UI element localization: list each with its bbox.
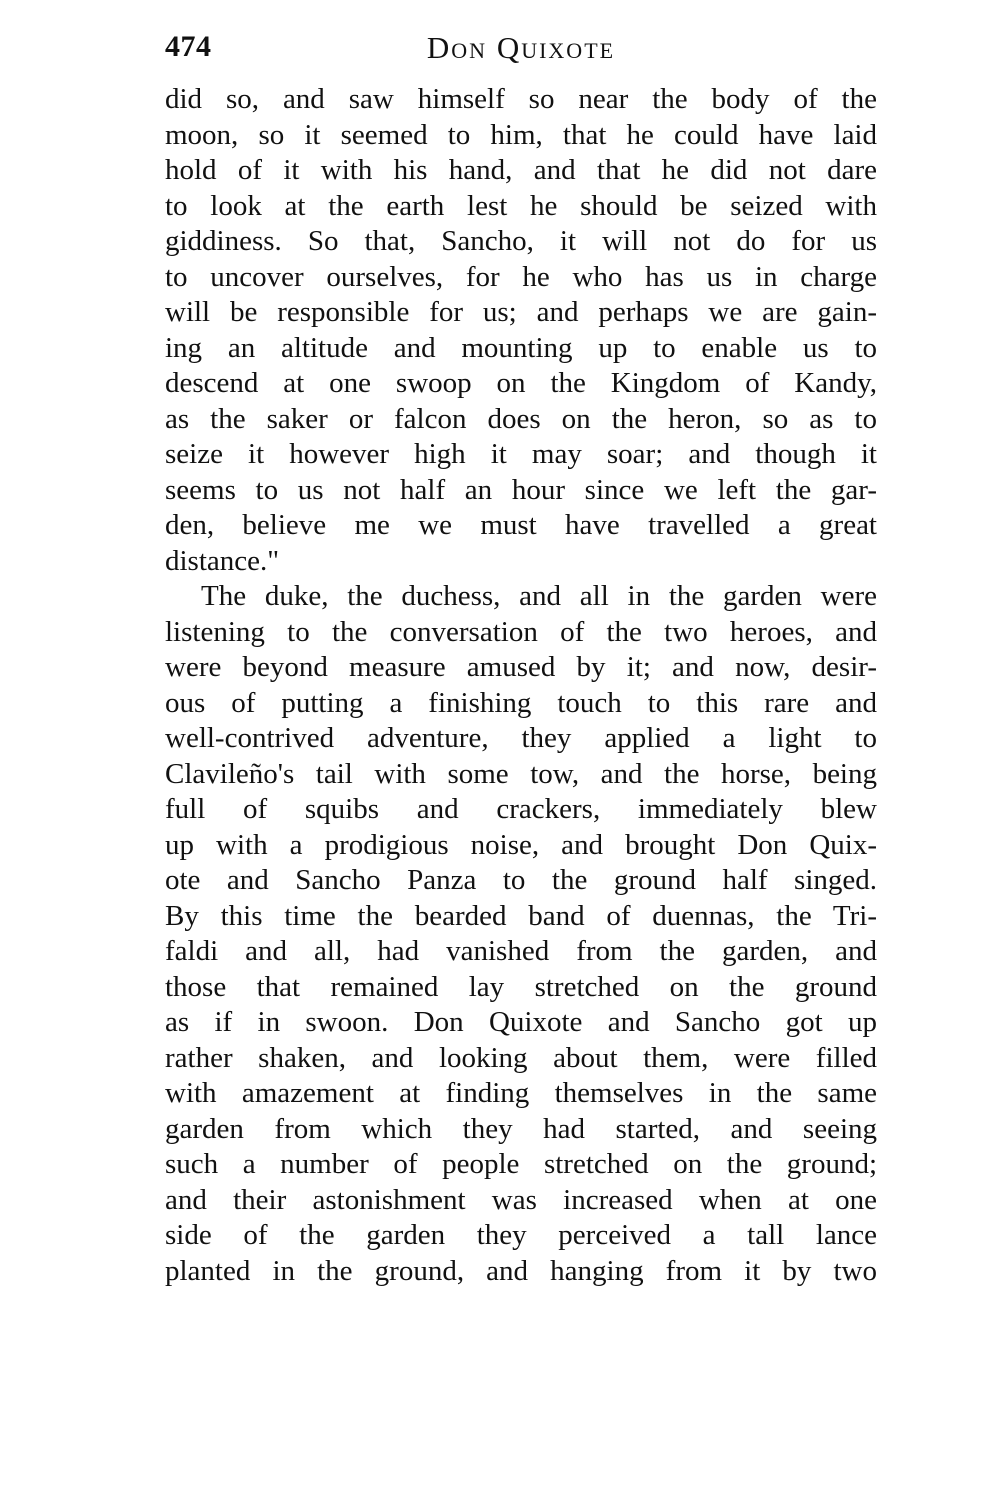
text-line: Clavileño's tail with some tow, and the horse, being (165, 757, 877, 790)
text-line: planted in the ground, and hanging from it by two (165, 1254, 877, 1287)
text-line: to uncover ourselves, for he who has us in charge (165, 260, 877, 293)
page-header (165, 30, 877, 74)
text-line: By this time the bearded band of duennas, the Tri- (165, 899, 877, 932)
text-line: ing an altitude and mounting up to enable us to (165, 331, 877, 364)
text-line: and their astonishment was increased when at one (165, 1183, 877, 1216)
text-line: The duke, the duchess, and all in the garden were (201, 580, 877, 612)
paragraph-2 (165, 579, 877, 1289)
text-line: those that remained lay stretched on the ground (165, 970, 877, 1003)
text-line: will be responsible for us; and perhaps we are gain- (165, 296, 877, 328)
text-line: full of squibs and crackers, immediately blew (165, 793, 877, 825)
body-text (165, 82, 877, 1289)
text-line: faldi and all, had vanished from the garden, and (165, 935, 877, 967)
text-line: moon, so it seemed to him, that he could have laid (165, 118, 877, 151)
text-line: listening to the conversation of the two heroes, and (165, 615, 877, 648)
text-line: ote and Sancho Panza to the ground half singed. (165, 864, 877, 896)
text-line: garden from which they had started, and seeing (165, 1112, 877, 1145)
paragraph-1 (165, 82, 877, 579)
text-line: ous of putting a finishing touch to this rare and (165, 686, 877, 719)
text-line: side of the garden they perceived a tall lance (165, 1219, 877, 1251)
text-line: hold of it with his hand, and that he did not dare (165, 154, 877, 186)
text-line: as if in swoon. Don Quixote and Sancho got up (165, 1006, 877, 1038)
text-line: den, believe me we must have travelled a great (165, 509, 877, 541)
text-line: were beyond measure amused by it; and now, desir- (165, 651, 877, 683)
text-line: giddiness. So that, Sancho, it will not do for us (165, 225, 877, 257)
text-line: with amazement at finding themselves in the same (165, 1077, 877, 1109)
page-number: 474 (165, 30, 212, 63)
text-line: did so, and saw himself so near the body of the (165, 83, 877, 115)
text-line: rather shaken, and looking about them, were filled (165, 1041, 877, 1074)
running-title: Don Quixote (426, 30, 616, 65)
text-line: as the saker or falcon does on the heron, so as to (165, 402, 877, 435)
text-line: such a number of people stretched on the ground; (165, 1148, 877, 1180)
text-line: descend at one swoop on the Kingdom of Kandy, (165, 367, 877, 399)
text-line: to look at the earth lest he should be seized with (165, 189, 877, 222)
text-line: distance." (165, 544, 280, 577)
text-line: seems to us not half an hour since we left the gar- (165, 473, 877, 506)
text-line: seize it however high it may soar; and though it (165, 438, 877, 470)
text-line: well-contrived adventure, they applied a light to (165, 722, 877, 754)
text-line: up with a prodigious noise, and brought Don Quix- (165, 828, 877, 861)
